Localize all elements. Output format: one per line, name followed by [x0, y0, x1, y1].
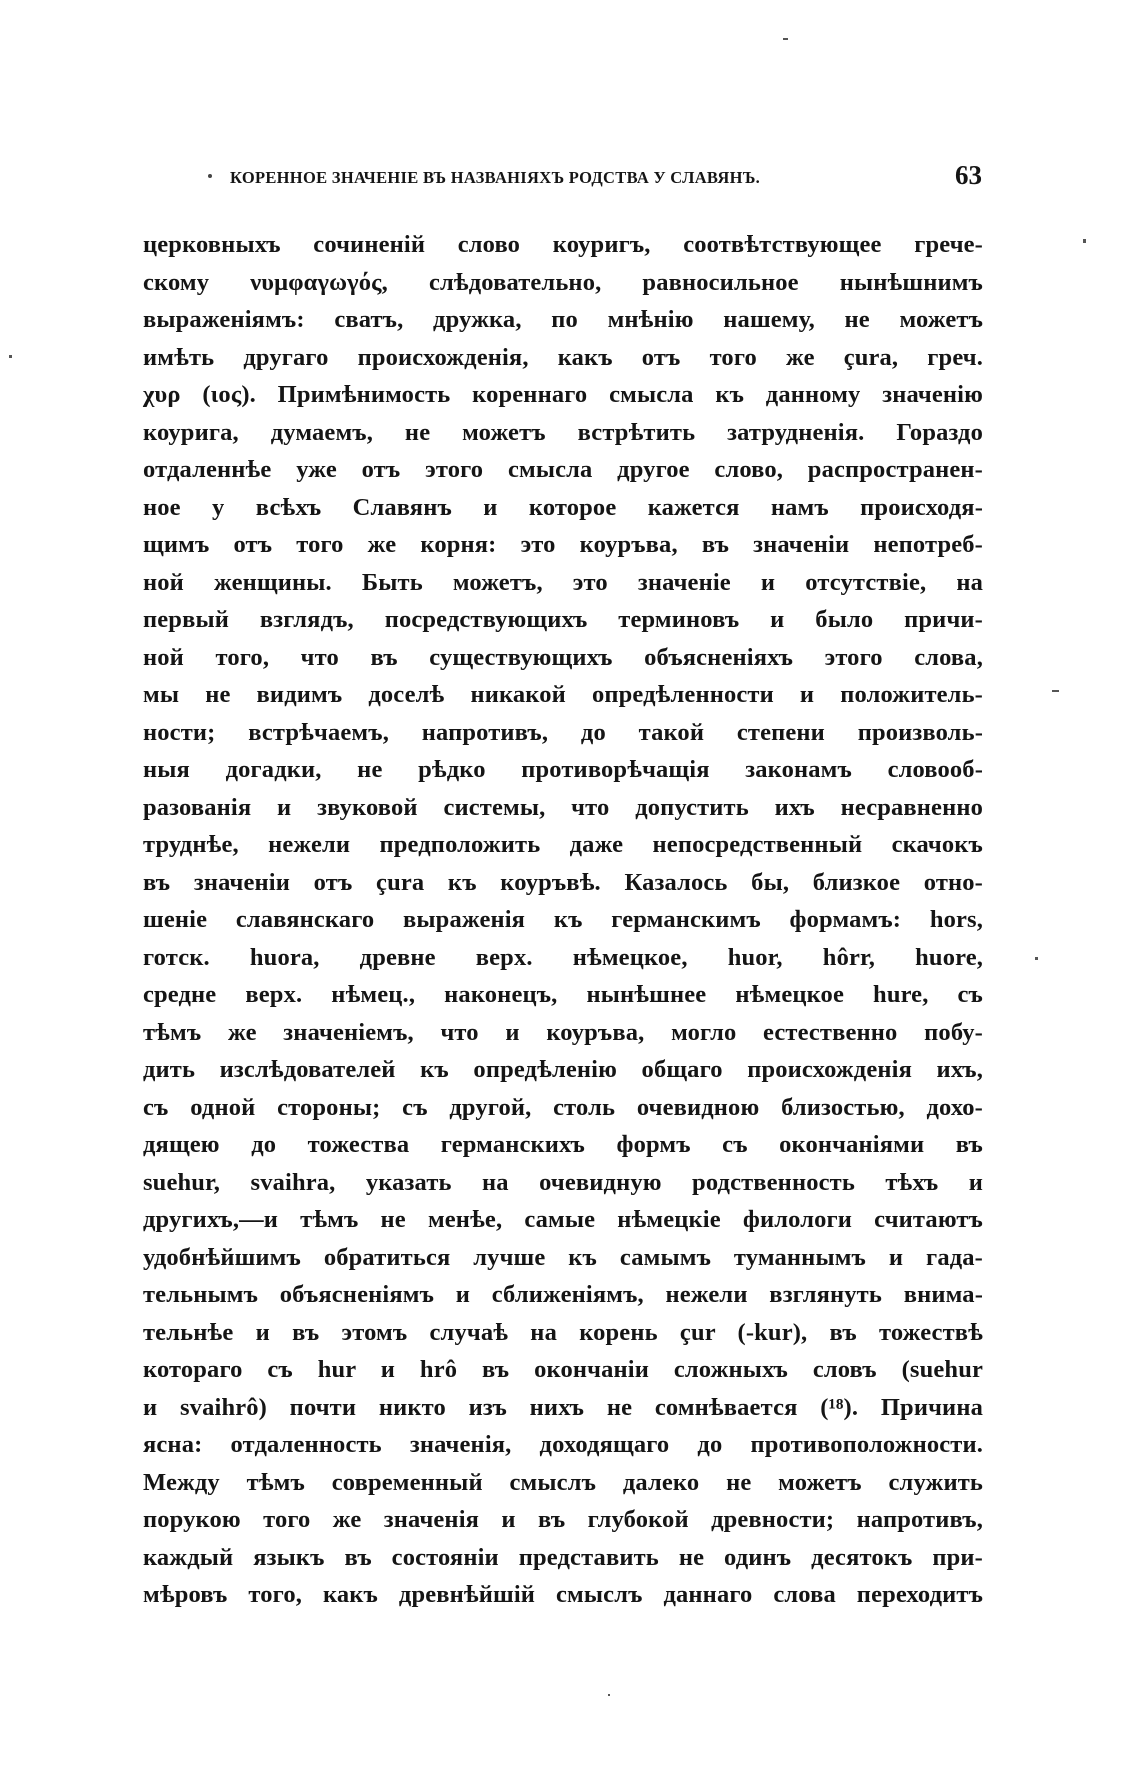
- scan-speck: [608, 1694, 610, 1696]
- text-line: suehur, svaihra, указать на очевидную родственность тѣхъ и: [143, 1168, 983, 1196]
- text-line: χυρ (ιος). Примѣнимость кореннаго смысла къ данному значенію: [143, 381, 983, 408]
- text-line: и svaihrô) почти никто изъ нихъ не сомнѣвается (¹⁸). Причина: [143, 1393, 983, 1421]
- text-line: труднѣе, нежели предположить даже непосредственный скачокъ: [143, 831, 983, 858]
- text-line: дить изслѣдователей къ опредѣленію общаго происхожденія ихъ,: [143, 1056, 983, 1083]
- text-line: ное у всѣхъ Славянъ и которое кажется намъ происходя-: [143, 493, 983, 521]
- text-line: Между тѣмъ современный смыслъ далеко не можетъ служить: [143, 1468, 983, 1496]
- text-line: въ значеніи отъ çura къ коуръвѣ. Казалось бы, близкое отно-: [143, 868, 983, 896]
- text-line: коурига, думаемъ, не можетъ встрѣтить затрудненія. Гораздо: [143, 418, 983, 446]
- text-line: ясна: отдаленность значенія, доходящаго до противоположности.: [143, 1431, 983, 1458]
- text-line: тельнѣе и въ этомъ случаѣ на корень çur (-kur), въ тожествѣ: [143, 1318, 983, 1346]
- text-line: съ одной стороны; съ другой, столь очевидною близостью, дохо-: [143, 1093, 983, 1121]
- scan-speck: [783, 38, 788, 40]
- text-line: скому νυμφαγωγός, слѣдовательно, равносильное нынѣшнимъ: [143, 268, 983, 296]
- text-line: другихъ,—и тѣмъ не менѣе, самые нѣмецкіе филологи считаютъ: [143, 1206, 983, 1233]
- text-line: имѣть другаго происхожденія, какъ отъ того же çura, греч.: [143, 343, 983, 371]
- text-line: отдаленнѣе уже отъ этого смысла другое слово, распространен-: [143, 456, 983, 483]
- text-line: каждый языкъ въ состояніи представить не одинъ десятокъ при-: [143, 1543, 983, 1571]
- text-line: ной того, что въ существующихъ объясненіяхъ этого слова,: [143, 643, 983, 671]
- text-line: мы не видимъ доселѣ никакой опредѣленности и положитель-: [143, 681, 983, 708]
- scan-speck: [9, 355, 12, 358]
- running-title: КОРЕННОЕ ЗНАЧЕНІЕ ВЪ НАЗВАНІЯХЪ РОДСТВА У СЛАВЯНЪ.: [230, 168, 761, 187]
- running-header: [208, 158, 986, 198]
- text-line: готск. huora, древне верх. нѣмецкое, huor, hôrr, huore,: [143, 943, 983, 971]
- scan-speck: [1035, 957, 1038, 960]
- page-number: 63: [955, 160, 982, 190]
- text-line: церковныхъ сочиненій слово коуригъ, соотвѣтствующее грече-: [143, 231, 983, 258]
- body-text: [143, 226, 983, 1614]
- text-line: средне верх. нѣмец., наконецъ, нынѣшнее нѣмецкое hure, съ: [143, 981, 983, 1008]
- text-line: мѣровъ того, какъ древнѣйшій смыслъ даннаго слова переходитъ: [143, 1581, 983, 1608]
- text-line: первый взглядъ, посредствующихъ терминовъ и было причи-: [143, 606, 983, 633]
- text-line: порукою того же значенія и въ глубокой древности; напротивъ,: [143, 1506, 983, 1533]
- text-line: ныя догадки, не рѣдко противорѣчащія законамъ словооб-: [143, 756, 983, 783]
- text-line: дящею до тожества германскихъ формъ съ окончаніями въ: [143, 1131, 983, 1158]
- text-line: разованія и звуковой системы, что допустить ихъ несравненно: [143, 793, 983, 821]
- text-line: щимъ отъ того же корня: это коуръва, въ значеніи непотреб-: [143, 531, 983, 558]
- text-line: удобнѣйшимъ обратиться лучше къ самымъ туманнымъ и гада-: [143, 1243, 983, 1271]
- text-line: выраженіямъ: сватъ, дружка, по мнѣнію нашему, не можетъ: [143, 306, 983, 333]
- text-line: тельнымъ объясненіямъ и сближеніямъ, нежели взглянуть внима-: [143, 1281, 983, 1308]
- header-dot-mark: [208, 174, 212, 178]
- text-line: тѣмъ же значеніемъ, что и коуръва, могло естественно побу-: [143, 1018, 983, 1046]
- text-line: ности; встрѣчаемъ, напротивъ, до такой степени произволь-: [143, 718, 983, 746]
- scan-speck: [1083, 239, 1086, 243]
- text-line: ной женщины. Быть можетъ, это значеніе и отсутствіе, на: [143, 568, 983, 596]
- text-line: котораго съ hur и hrô въ окончаніи сложныхъ словъ (suehur: [143, 1356, 983, 1383]
- scan-speck: [1052, 690, 1059, 692]
- text-line: шеніе славянскаго выраженія къ германскимъ формамъ: hors,: [143, 906, 983, 933]
